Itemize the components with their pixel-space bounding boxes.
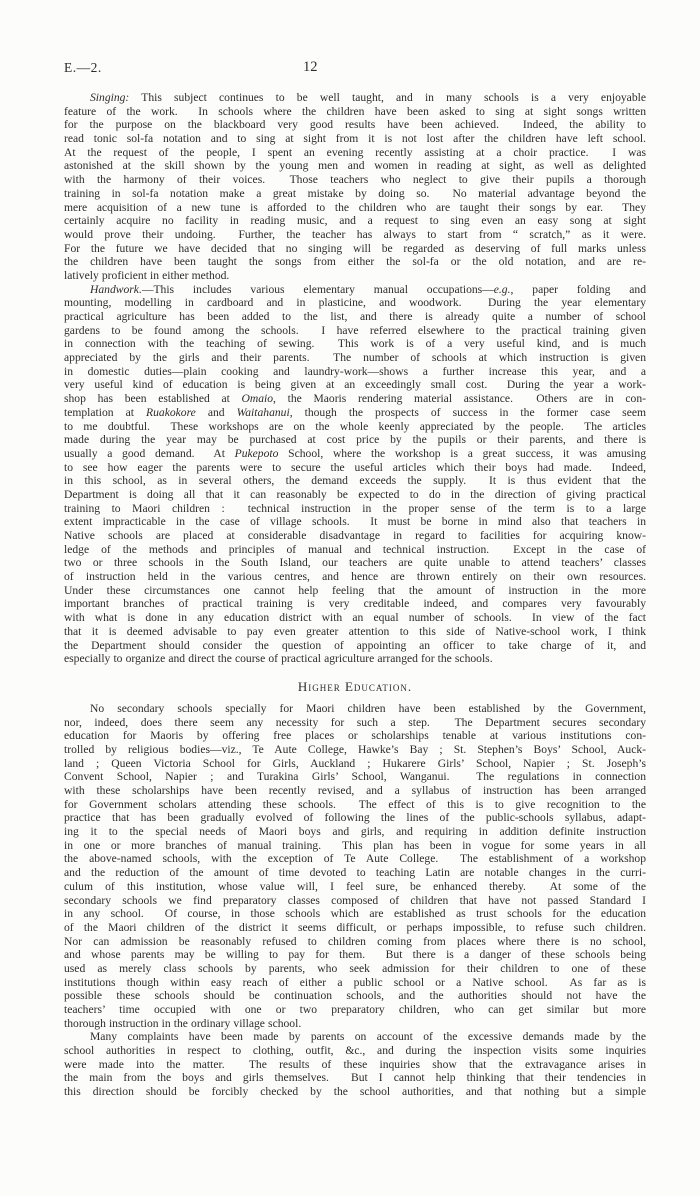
text-line: astonished at the skill shown by the young men and women in reading at sight, as well as delighted (64, 159, 646, 173)
text-line: For the future we have decided that no singing will be regarded as deserving of full marks unless (64, 241, 646, 255)
text-line: Many complaints have been made by parents on account of the excessive demands made by the (90, 1030, 646, 1044)
text-line: usually a good demand. At Pukepoto School, where the workshop is a great success, it was amusing (64, 446, 646, 460)
text-line: used as merely class schools by parents, who seek admission for their children to one of these (64, 961, 646, 975)
text-line: read tonic sol-fa notation and to sing at sight from it is not lost after the children have left school. (64, 132, 646, 146)
text-line: with the harmony of their voices. Those teachers who neglect to give their pupils a thorough (64, 173, 646, 187)
text-line: the above-named schools, with the exception of Te Aute College. The establishment of a workshop (64, 852, 646, 866)
text-line: training in sol-fa notation make a great mistake by doing so. No material advantage beyond the (64, 186, 646, 200)
text-line: the children have been taught the songs from either the sol-fa or the old notation, and are re- (64, 255, 646, 269)
text-line: mounting, modelling in cardboard and in plasticine, and woodwork. During the year elementary (64, 296, 646, 310)
text-line: ledge of the methods and principles of manual and technical instruction. Except in the case of (64, 542, 646, 556)
text-line: Native schools are placed at considerable disadvantage in regard to facilities for acquiring know- (64, 529, 646, 542)
text-line: culum of this institution, whose value will, I feel sure, be enhanced thereby. At some of the (64, 879, 646, 893)
text-line: possible these schools should be continuation schools, and the authorities should not have the (64, 989, 646, 1003)
text-line: feature of the work. In schools where the children have been asked to sing at sight songs written (64, 104, 646, 118)
paragraph (64, 91, 646, 283)
text-line: gardens to be found among the schools. I have referred elsewhere to the practical training given (64, 323, 646, 337)
text-line: to me doubtful. These workshops are on the whole keenly appreciated by the people. The articles (64, 419, 646, 433)
page-content (64, 60, 646, 1099)
paragraph (64, 702, 646, 1031)
text-line: this direction should be forcibly checked by the school authorities, and that nothing but a simple (64, 1085, 646, 1099)
text-line: education for Maoris by offering free places or scholarships tenable at various institutions con- (64, 729, 646, 743)
text-line: were made into the matter. The results of these inquiries show that the extravagance arises in (64, 1057, 646, 1071)
text-line: Handwork.—This includes various elementary manual occupations—e.g., paper folding and (90, 282, 646, 296)
text-line: in connection with the teaching of sewing. This work is of a very useful kind, and is much (64, 337, 646, 351)
text-line: the main from the boys and girls themselves. But I cannot help thinking that their tendencies in (64, 1071, 646, 1085)
text-line: for the purpose on the blackboard very good results have been achieved. Indeed, the ability to (64, 118, 646, 132)
report-code: E.—2. (64, 60, 102, 75)
document-body (64, 91, 646, 1099)
text-line: mere acquisition of a new tune is afforded to the children who are taught their songs by ear. They (64, 200, 646, 214)
text-line: the Department should consider the question of appointing an officer to take charge of it, and (64, 638, 646, 652)
text-line: made during the year may be purchased at cost price by the pupils or their parents, and there is (64, 433, 646, 447)
text-line: with these scholarships have been recently revised, and a syllabus of instruction has been arranged (64, 784, 646, 797)
text-line: certainly acquire no facility in reading music, and a request to sing even an easy song at sight (64, 214, 646, 228)
text-line: thorough instruction in the ordinary village school. (64, 1016, 302, 1030)
text-line: that it is deemed advisable to pay even greater attention to this side of Native-school work, I think (64, 624, 646, 638)
paragraph (64, 1030, 646, 1098)
text-line: of instruction held in the various centres, and hence are thrown entirely on their own resources. (64, 570, 646, 584)
text-line: would prove their undoing. Further, the teacher has always to start from “ scratch,” as it were. (64, 227, 646, 241)
text-line: two or three schools in the South Island, our teachers are quite unable to attend teachers’ classes (64, 556, 646, 570)
text-line: latively proficient in either method. (64, 268, 230, 282)
text-line: practice that has been gradually evolved of following the lines of the public-schools syllabus, adapt- (64, 811, 646, 825)
text-line: of the Maori children of the district it seems difficult, or perhaps impossible, to refuse such children. (64, 920, 646, 934)
text-line: At the request of the people, I spent an evening recently assisting at a choir practice. I was (64, 145, 646, 159)
text-line: in domestic duties—plain cooking and laundry-work—shows a further increase this year, and a (64, 364, 646, 378)
text-line: No secondary schools specially for Maori children have been established by the Government, (90, 701, 646, 715)
text-line: with what is done in any education district with an equal number of schools. In view of the fact (64, 611, 646, 625)
text-line: land ; Queen Victoria School for Girls, Auckland ; Hukarere Girls’ School, Napier ; St. Joseph’s (64, 756, 646, 770)
text-line: important branches of practical training is very creditable indeed, and compares very favourably (64, 597, 646, 611)
text-line: shop has been established at Omaio, the Maoris rendering material assistance. Others are in con- (64, 392, 646, 406)
text-line: very useful kind of education is being given at an exceedingly small cost. During the year a work- (64, 378, 646, 392)
text-line: to see how eager the parents were to secure the useful articles which their boys had made. Indeed, (64, 460, 646, 474)
text-line: in one or more branches of manual training. This plan has been in vogue for some years in all (64, 838, 646, 852)
text-line: nor, indeed, does there seem any necessity for such a step. The Department secures secondary (64, 715, 646, 729)
text-line: teachers’ time occupied with one or two preparatory children, who can get similar but more (64, 1003, 646, 1016)
text-line: in this school, as in several others, the demand exceeds the supply. It is thus evident that the (64, 474, 646, 488)
page-number: 12 (303, 59, 318, 75)
text-line: Department is doing all that it can reasonably be expected to do in the direction of giving practical (64, 487, 646, 501)
text-line: especially to organize and direct the course of practical agriculture arranged for the schools. (64, 652, 493, 666)
text-line: for Government scholars attending these schools. The effect of this is to give recognition to the (64, 797, 646, 811)
text-line: practical agriculture has been added to the list, and there is already quite a number of school (64, 310, 646, 323)
text-line: and the reduction of the amount of time devoted to teaching Latin are notable changes in the curri- (64, 866, 646, 880)
text-line: Convent School, Napier ; and Turakina Girls’ School, Wanganui. The regulations in connection (64, 770, 646, 784)
text-line: school authorities in respect to clothing, outfit, &c., and during the inspection visits some inquiries (64, 1044, 646, 1058)
text-line: and whose parents may be willing to pay for them. But there is a danger of these schools being (64, 948, 646, 962)
text-line: institutions though within easy reach of either a public school or a Native school. As far as is (64, 975, 646, 989)
text-line: extent impracticable in the case of village schools. It must be borne in mind also that teachers in (64, 515, 646, 529)
section-heading: Higher Education. (297, 678, 413, 694)
text-line: templation at Ruakokore and Waitahanui, though the prospects of success in the former case seem (64, 405, 646, 419)
text-line: secondary schools we find preparatory classes composed of children that have not passed Standard I (64, 893, 646, 907)
text-line: Nor can admission be reasonably refused to children coming from places where there is no school, (64, 934, 646, 948)
text-line: Singing: This subject continues to be well taught, and in many schools is a very enjoyable (90, 91, 646, 104)
text-line: training to Maori children : technical instruction in the proper sense of the term is to a large (64, 501, 646, 515)
text-line: Under these circumstances one cannot help feeling that the amount of instruction in the more (64, 583, 646, 597)
paragraph (64, 283, 646, 666)
text-line: appreciated by the girls and their parents. The number of schools at which instruction is given (64, 351, 646, 365)
text-line: ing it to the special needs of Maori boys and girls, and requiring in addition definite instruction (64, 825, 646, 839)
text-line: in any school. Of course, in those schools which are established as trust schools for the education (64, 907, 646, 921)
running-head (64, 60, 646, 77)
text-line: trolled by religious bodies—viz., Te Aute College, Hawke’s Bay ; St. Stephen’s Boys’ School, Auck- (64, 742, 646, 756)
